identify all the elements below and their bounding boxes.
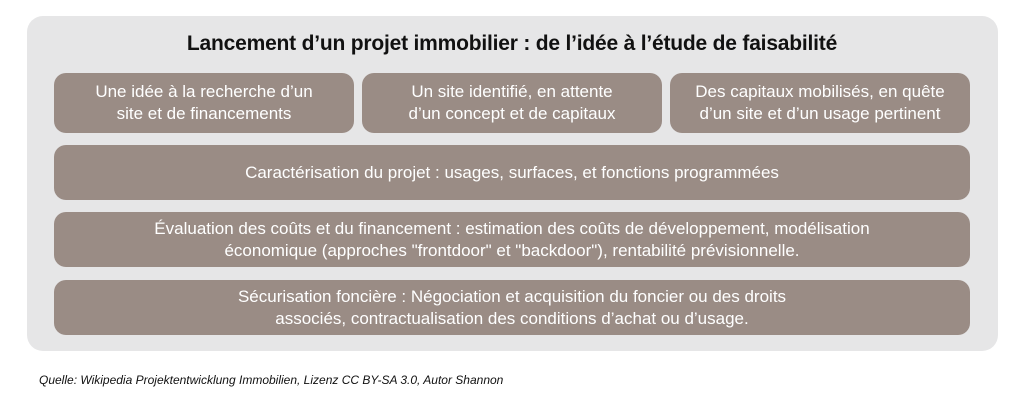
box-idea: [54, 73, 354, 133]
box-site-line-2: d’un concept et de capitaux: [408, 104, 616, 123]
box-land-security-line-2: associés, contractualisation des conditions d’achat ou d’usage.: [275, 308, 749, 328]
box-land-security: [54, 280, 970, 335]
box-land-security-line-1: Sécurisation foncière : Négociation et acquisition du foncier ou des droits: [237, 286, 787, 306]
box-idea-line-2: site et de financements: [116, 104, 292, 123]
box-capital-line-2: d’un site et d’un usage pertinent: [699, 104, 941, 123]
box-site: [362, 73, 662, 133]
box-idea-line-1: Une idée à la recherche d’un: [95, 82, 313, 101]
box-characterisation: [54, 145, 970, 200]
box-cost-evaluation-line-1: Évaluation des coûts et du financement : estimation des coûts de développement, modélisation: [154, 218, 870, 238]
box-cost-evaluation: [54, 212, 970, 267]
box-characterisation-line-1: Caractérisation du projet : usages, surfaces, et fonctions programmées: [245, 162, 779, 182]
box-capital-line-1: Des capitaux mobilisés, en quête: [695, 82, 945, 101]
box-capital: [670, 73, 970, 133]
diagram-title: Lancement d’un projet immobilier : de l’idée à l’étude de faisabilité: [186, 32, 838, 55]
box-cost-evaluation-line-2: économique (approches "frontdoor" et "backdoor"), rentabilité prévisionnelle.: [224, 240, 800, 260]
source-caption: Quelle: Wikipedia Projektentwicklung Immobilien, Lizenz CC BY-SA 3.0, Autor Shannon: [39, 373, 504, 387]
box-site-line-1: Un site identifié, en attente: [411, 82, 613, 101]
